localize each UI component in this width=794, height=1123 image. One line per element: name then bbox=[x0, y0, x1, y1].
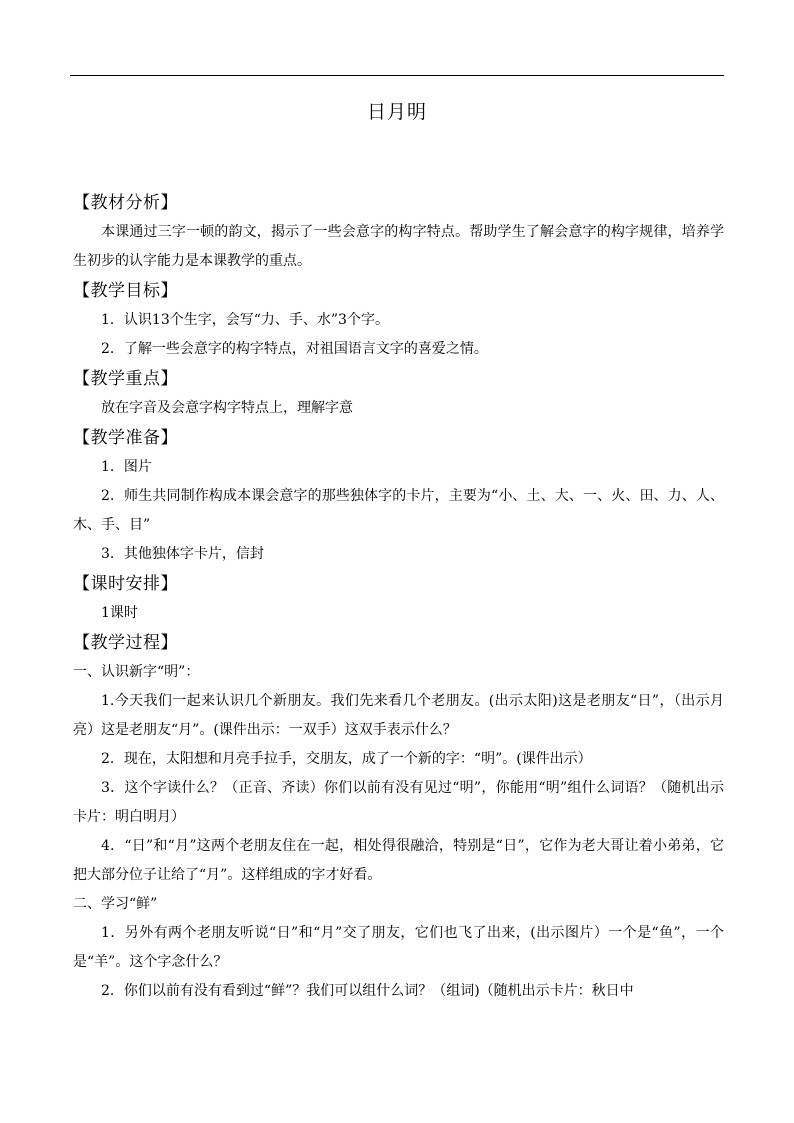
paragraph: 3．其他独体字卡片，信封 bbox=[101, 546, 264, 562]
paragraph: 4．“日”和“月”这两个老朋友住在一起，相处得很融洽，特别是“日”，它作为老大哥让着小弟弟，它把大部分位子让给了“月”。这样组成的字才好看。 bbox=[73, 838, 724, 883]
paragraph: 1．认识13个生字，会写“力、手、水”3个字。 bbox=[101, 312, 389, 328]
section-heading-analysis: 【教材分析】 bbox=[73, 193, 178, 213]
paragraph: 2．你们以前有没有看到过“鲜”？我们可以组什么词？（组词)（随机出示卡片：秋日中 bbox=[101, 983, 634, 999]
paragraph: 2．师生共同制作构成本课会意字的那些独体字的卡片，主要为“小、土、大、一、火、田、力、人、木、手、目” bbox=[73, 488, 724, 533]
header-rule bbox=[70, 75, 724, 76]
section-heading-focus: 【教学重点】 bbox=[73, 369, 178, 389]
paragraph: 1．另外有两个老朋友听说“日”和“月”交了朋友，它们也飞了出来，(出示图片）一个是“鱼”，一个是“羊”。这个字念什么？ bbox=[73, 925, 724, 970]
paragraph: 放在字音及会意字构字特点上，理解字意 bbox=[101, 400, 353, 416]
page-title: 日月明 bbox=[366, 101, 427, 123]
subsection-title: 一、认识新字“明”： bbox=[73, 664, 200, 680]
subsection-title: 二、学习“鲜” bbox=[73, 896, 158, 912]
section-heading-goals: 【教学目标】 bbox=[73, 281, 178, 301]
paragraph: 2．了解一些会意字的构字特点，对祖国语言文字的喜爱之情。 bbox=[101, 341, 488, 357]
paragraph: 本课通过三字一顿的韵文，揭示了一些会意字的构字特点。帮助学生了解会意字的构字规律，培养学生初步的认字能力是本课教学的重点。 bbox=[73, 224, 724, 269]
document-body bbox=[73, 188, 724, 1006]
paragraph: 3．这个字读什么？（正音、齐读）你们以前有没有见过“明”，你能用“明”组什么词语？（随机出示卡片：明白明月） bbox=[73, 780, 724, 825]
paragraph: 1.今天我们一起来认识几个新朋友。我们先来看几个老朋友。(出示太阳)这是老朋友“日”，（出示月亮）这是老朋友“月”。(课件出示：一双手）这双手表示什么？ bbox=[73, 693, 724, 738]
paragraph: 1．图片 bbox=[101, 459, 152, 475]
paragraph: 2．现在，太阳想和月亮手拉手，交朋友，成了一个新的字：“明”。(课件出示） bbox=[101, 751, 592, 767]
paragraph: 1课时 bbox=[101, 605, 138, 621]
section-heading-preparation: 【教学准备】 bbox=[73, 428, 178, 448]
section-heading-process: 【教学过程】 bbox=[73, 633, 178, 653]
section-heading-schedule: 【课时安排】 bbox=[73, 574, 178, 594]
